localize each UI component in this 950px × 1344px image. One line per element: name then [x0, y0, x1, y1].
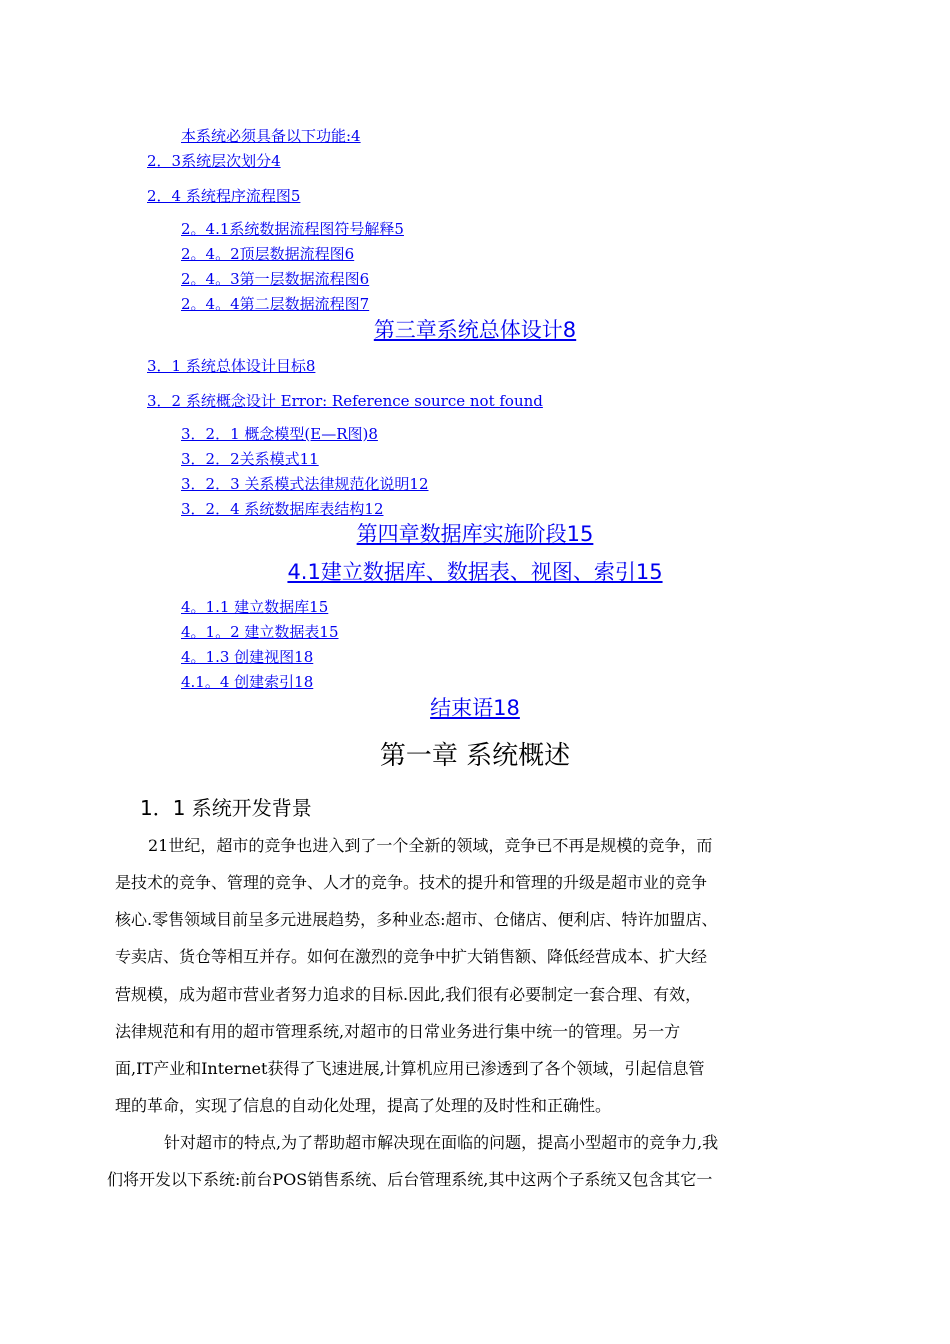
paragraph-line: 营规模，成为超市营业者努力追求的目标.因此,我们很有必要制定一套合理、有效， — [115, 985, 702, 1004]
toc-entry-chapter-3[interactable]: 第三章系统总体设计8 — [373, 318, 577, 342]
toc-entry-2-4-4[interactable]: 2。4。4第二层数据流程图7 — [181, 295, 370, 313]
paragraph-line: 21世纪，超市的竞争也进入到了一个全新的领域，竞争已不再是规模的竞争，而 — [148, 836, 713, 855]
toc-entry-4-1-3[interactable]: 4。1.3 创建视图18 — [181, 648, 314, 666]
paragraph-line: 面,IT产业和Internet获得了飞速进展,计算机应用已渗透到了各个领域，引起信息管 — [115, 1059, 705, 1078]
toc-entry-2-4[interactable]: 2．4 系统程序流程图5 — [147, 187, 301, 205]
toc-entry-4-1-4[interactable]: 4.1。4 创建索引18 — [181, 673, 314, 691]
section-title: 1．1 系统开发背景 — [140, 796, 312, 820]
toc-entry-4-1-2[interactable]: 4。1。2 建立数据表15 — [181, 623, 339, 641]
toc-entry-functions[interactable]: 本系统必须具备以下功能:4 — [181, 127, 361, 145]
toc-entry-3-2-3[interactable]: 3．2．3 关系模式法律规范化说明12 — [181, 475, 429, 493]
toc-entry-3-2-1[interactable]: 3．2．1 概念模型(E—R图)8 — [181, 425, 378, 443]
toc-entry-4-1-1[interactable]: 4。1.1 建立数据库15 — [181, 598, 329, 616]
toc-entry-2-3[interactable]: 2．3系统层次划分4 — [147, 152, 281, 170]
toc-entry-3-2[interactable]: 3．2 系统概念设计 Error: Reference source not found — [147, 392, 543, 410]
toc-entry-3-2-2[interactable]: 3．2．2关系模式11 — [181, 450, 319, 468]
toc-entry-2-4-3[interactable]: 2。4。3第一层数据流程图6 — [181, 270, 370, 288]
toc-entry-3-1[interactable]: 3．1 系统总体设计目标8 — [147, 357, 316, 375]
toc-entry-chapter-4[interactable]: 第四章数据库实施阶段15 — [356, 522, 594, 546]
chapter-title: 第一章 系统概述 — [379, 741, 571, 771]
paragraph-line: 法律规范和有用的超市管理系统,对超市的日常业务进行集中统一的管理。另一方 — [115, 1022, 681, 1041]
toc-entry-conclusion[interactable]: 结束语18 — [430, 696, 520, 720]
toc-entry-3-2-4[interactable]: 3．2．4 系统数据库表结构12 — [181, 500, 384, 518]
paragraph-line: 是技术的竞争、管理的竞争、人才的竞争。技术的提升和管理的升级是超市业的竞争 — [115, 873, 708, 892]
paragraph-line: 核心.零售领域目前呈多元进展趋势，多种业态:超市、仓储店、便利店、特许加盟店、 — [115, 910, 718, 929]
toc-entry-2-4-2[interactable]: 2。4。2顶层数据流程图6 — [181, 245, 355, 263]
paragraph-line: 针对超市的特点,为了帮助超市解决现在面临的问题，提高小型超市的竞争力,我 — [164, 1133, 719, 1152]
toc-entry-2-4-1[interactable]: 2。4.1系统数据流程图符号解释5 — [181, 220, 404, 238]
paragraph-line: 专卖店、货仓等相互并存。如何在激烈的竞争中扩大销售额、降低经营成本、扩大经 — [115, 947, 708, 966]
paragraph-line: 理的革命，实现了信息的自动化处理，提高了处理的及时性和正确性。 — [115, 1096, 612, 1115]
paragraph-line: 们将开发以下系统:前台POS销售系统、后台管理系统,其中这两个子系统又包含其它一 — [107, 1170, 713, 1189]
toc-entry-4-1[interactable]: 4.1建立数据库、数据表、视图、索引15 — [287, 560, 663, 584]
